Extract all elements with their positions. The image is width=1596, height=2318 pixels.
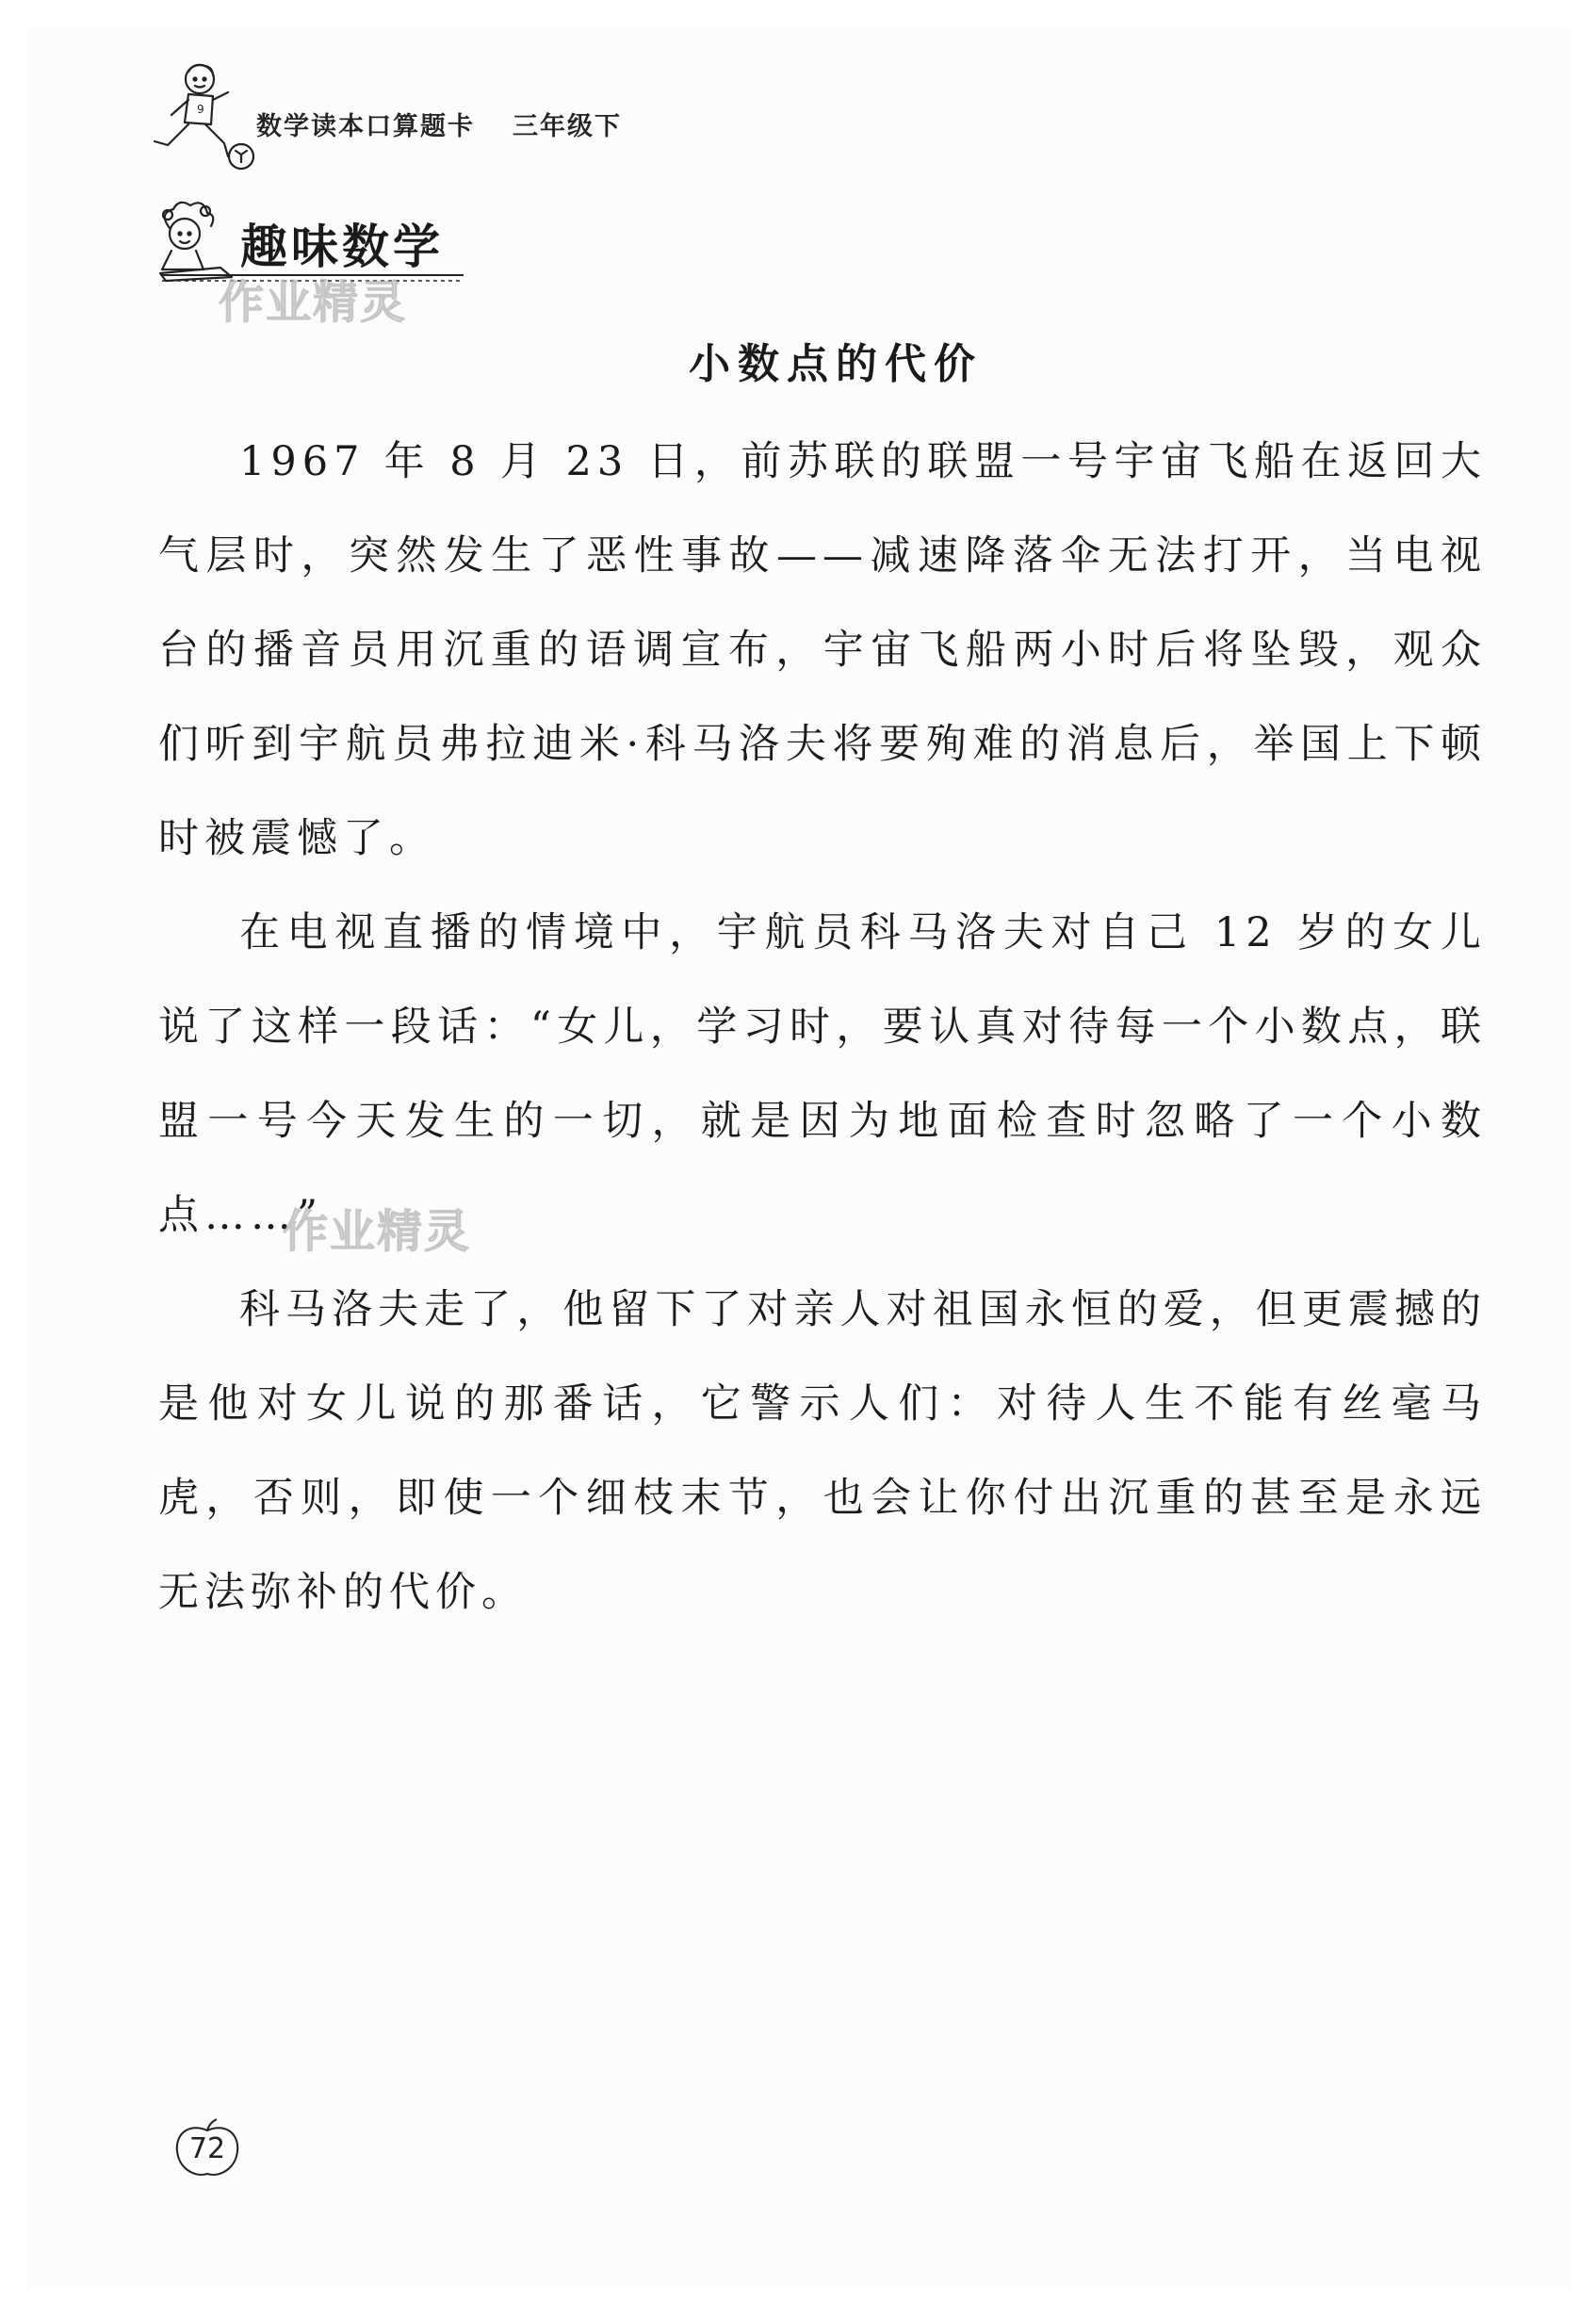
grade-label: 三年级下 (513, 112, 622, 141)
page-number: 72 (188, 2132, 226, 2165)
boy-football-illustration (151, 58, 262, 173)
watermark: 作业精灵 (219, 276, 408, 329)
paragraph: 1967 年 8 月 23 日，前苏联的联盟一号宇宙飞船在返回大气层时，突然发生了恶性事故——减速降落伞无法打开，当电视台的播音员用沉重的语调宣布，宇宙飞船两小时后将坠毁，观众们听到宇航员弗拉迪米·科马洛夫将要殉难的消息后，举国上下顿时被震憾了。 (158, 438, 1487, 862)
book-title: 数学读本口算题卡 (256, 112, 475, 141)
paragraph: 科马洛夫走了，他留下了对亲人对祖国永恒的爱，但更震撼的是他对女儿说的那番话，它警示人们：对待人生不能有丝毫马虎，否则，即使一个细枝末节，也会让你付出沉重的甚至是永远无法弥补的代价。 (158, 1286, 1487, 1616)
article-body (158, 415, 1487, 1640)
running-header (256, 106, 622, 142)
watermark: 作业精灵 (283, 1205, 472, 1258)
section-title: 趣味数学 (240, 220, 444, 274)
svg-text:9: 9 (197, 103, 204, 116)
paragraph: 在电视直播的情境中，宇航员科马洛夫对自己 12 岁的女儿说了这样一段话：“女儿，学习时，要认真对待每一个小数点，联盟一号今天发生的一切，就是因为地面检查时忽略了一个小数点……” (158, 909, 1487, 1239)
page-number-badge (170, 2115, 245, 2181)
article-title: 小数点的代价 (689, 340, 983, 388)
